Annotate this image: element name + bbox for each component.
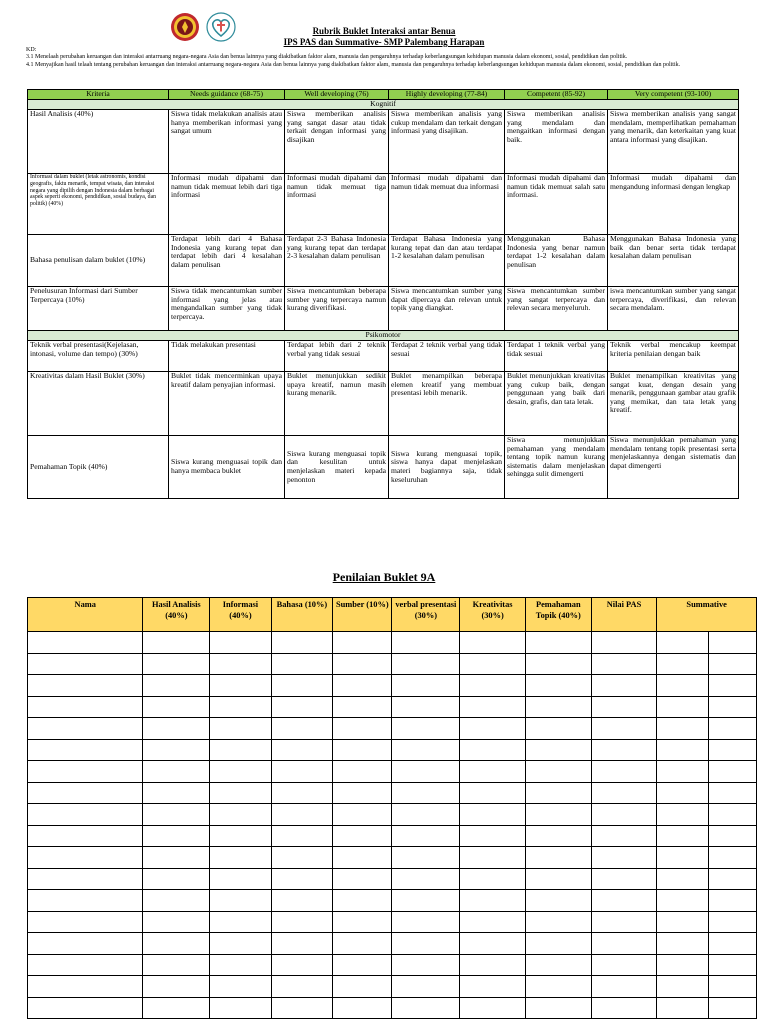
- scoring-cell[interactable]: [709, 804, 757, 826]
- scoring-cell[interactable]: [657, 847, 709, 869]
- rubric-criteria: Pemahaman Topik (40%): [28, 436, 169, 499]
- rubric-cell: Siswa memberikan analisis yang mendalam dan mengaitkan informasi dengan baik.: [505, 110, 608, 174]
- scoring-cell[interactable]: [210, 825, 271, 847]
- scoring-cell[interactable]: [333, 739, 392, 761]
- scoring-cell[interactable]: [271, 804, 332, 826]
- scoring-cell[interactable]: [709, 890, 757, 912]
- scoring-cell[interactable]: [271, 761, 332, 783]
- rubric-cell: Informasi mudah dipahami dan namun tidak memuat dua informasi: [389, 174, 505, 235]
- scoring-cell[interactable]: [591, 911, 657, 933]
- scoring-cell[interactable]: [143, 761, 210, 783]
- scoring-cell[interactable]: [271, 718, 332, 740]
- scoring-cell[interactable]: [333, 653, 392, 675]
- scoring-cell[interactable]: [525, 782, 591, 804]
- scoring-cell[interactable]: [525, 976, 591, 998]
- scoring-header-summative: Summative: [657, 598, 757, 632]
- scoring-cell[interactable]: [460, 632, 526, 654]
- scoring-cell[interactable]: [525, 653, 591, 675]
- scoring-cell[interactable]: [28, 911, 143, 933]
- scoring-cell[interactable]: [460, 976, 526, 998]
- scoring-cell[interactable]: [143, 825, 210, 847]
- scoring-cell[interactable]: [271, 653, 332, 675]
- scoring-cell[interactable]: [271, 976, 332, 998]
- scoring-row: [28, 868, 757, 890]
- scoring-cell[interactable]: [210, 933, 271, 955]
- scoring-header-row: [28, 598, 757, 632]
- scoring-cell[interactable]: [28, 696, 143, 718]
- scoring-cell[interactable]: [28, 761, 143, 783]
- scoring-cell[interactable]: [210, 653, 271, 675]
- scoring-cell[interactable]: [28, 997, 143, 1019]
- scoring-cell[interactable]: [143, 739, 210, 761]
- scoring-cell[interactable]: [460, 804, 526, 826]
- scoring-cell[interactable]: [709, 782, 757, 804]
- scoring-cell[interactable]: [210, 976, 271, 998]
- scoring-cell[interactable]: [392, 997, 460, 1019]
- rubric-header-row: [28, 90, 739, 100]
- scoring-cell[interactable]: [392, 718, 460, 740]
- scoring-cell[interactable]: [143, 997, 210, 1019]
- scoring-cell[interactable]: [709, 997, 757, 1019]
- scoring-row: [28, 632, 757, 654]
- scoring-cell[interactable]: [525, 847, 591, 869]
- scoring-cell[interactable]: [460, 954, 526, 976]
- scoring-cell[interactable]: [460, 653, 526, 675]
- scoring-row: [28, 804, 757, 826]
- rubric-cell: Buklet menampilkan beberapa elemen kreatif yang membuat presentasi lebih menarik.: [389, 372, 505, 436]
- scoring-cell[interactable]: [525, 804, 591, 826]
- scoring-cell[interactable]: [657, 911, 709, 933]
- scoring-cell[interactable]: [271, 933, 332, 955]
- rubric-cell: Terdapat 1 teknik verbal yang tidak sesuai: [505, 341, 608, 372]
- scoring-cell[interactable]: [657, 653, 709, 675]
- scoring-cell[interactable]: [525, 868, 591, 890]
- scoring-cell[interactable]: [460, 761, 526, 783]
- rubric-cell: Buklet menampilkan kreativitas yang sangat kuat, dengan desain yang menarik, penggunaan gambar atau grafik yang memikat, dan tata letak yang kreatif.: [608, 372, 739, 436]
- scoring-cell[interactable]: [333, 976, 392, 998]
- scoring-cell[interactable]: [657, 675, 709, 697]
- scoring-cell[interactable]: [525, 632, 591, 654]
- rubric-cell: Siswa kurang menguasai topik dan hanya membaca buklet: [169, 436, 285, 499]
- scoring-cell[interactable]: [333, 696, 392, 718]
- scoring-cell[interactable]: [657, 632, 709, 654]
- scoring-cell[interactable]: [591, 804, 657, 826]
- scoring-row: [28, 933, 757, 955]
- rubric-row-hasil-analisis: [28, 110, 739, 174]
- scoring-cell[interactable]: [28, 718, 143, 740]
- scoring-row: [28, 675, 757, 697]
- scoring-cell[interactable]: [28, 632, 143, 654]
- rubric-cell: Tidak melakukan presentasi: [169, 341, 285, 372]
- scoring-cell[interactable]: [657, 933, 709, 955]
- scoring-cell[interactable]: [333, 954, 392, 976]
- scoring-cell[interactable]: [460, 868, 526, 890]
- scoring-cell[interactable]: [392, 632, 460, 654]
- scoring-cell[interactable]: [460, 933, 526, 955]
- scoring-cell[interactable]: [392, 933, 460, 955]
- scoring-cell[interactable]: [143, 782, 210, 804]
- scoring-cell[interactable]: [392, 868, 460, 890]
- section-kognitif-label: Kognitif: [28, 100, 739, 110]
- scoring-cell[interactable]: [657, 696, 709, 718]
- scoring-cell[interactable]: [143, 911, 210, 933]
- scoring-cell[interactable]: [591, 653, 657, 675]
- scoring-cell[interactable]: [271, 911, 332, 933]
- scoring-cell[interactable]: [333, 825, 392, 847]
- scoring-cell[interactable]: [525, 911, 591, 933]
- scoring-cell[interactable]: [460, 911, 526, 933]
- scoring-cell[interactable]: [333, 997, 392, 1019]
- scoring-cell[interactable]: [591, 782, 657, 804]
- scoring-body: [28, 632, 757, 1019]
- rubric-criteria: Penelusuran Informasi dari Sumber Terpercaya (10%): [28, 287, 169, 331]
- scoring-header-pemahaman: Pemahaman Topik (40%): [525, 598, 591, 632]
- scoring-cell[interactable]: [525, 718, 591, 740]
- scoring-cell[interactable]: [591, 675, 657, 697]
- scoring-cell[interactable]: [210, 632, 271, 654]
- scoring-cell[interactable]: [460, 847, 526, 869]
- scoring-header-sumber: Sumber (10%): [333, 598, 392, 632]
- rubric-cell: Informasi mudah dipahami dan mengandung informasi dengan lengkap: [608, 174, 739, 235]
- scoring-cell[interactable]: [28, 954, 143, 976]
- section-row-kognitif: [28, 100, 739, 110]
- scoring-header-kreativitas: Kreativitas (30%): [460, 598, 526, 632]
- rubric-header-needs-guidance: Needs guidance (68-75): [169, 90, 285, 100]
- scoring-cell[interactable]: [709, 868, 757, 890]
- scoring-cell[interactable]: [709, 696, 757, 718]
- scoring-cell[interactable]: [210, 890, 271, 912]
- rubric-row-bahasa: [28, 235, 739, 287]
- rubric-header-well-developing: Well developing (76): [285, 90, 389, 100]
- kd-item-4-1: 4.1 Menyajikan hasil telaah tentang perubahan keruangan dan interaksi antarruang negara-negara Asia dan benua lainnya yang diakibatkan faktor alam, manusia dan pengaruhnya terhadap keberlangsungan kehidupan manusia dalam ekonomi, sosial, pendidikan dan politik.: [26, 61, 681, 68]
- rubric-criteria: Hasil Analisis (40%): [28, 110, 169, 174]
- scoring-cell[interactable]: [657, 868, 709, 890]
- scoring-row: [28, 739, 757, 761]
- scoring-cell[interactable]: [591, 933, 657, 955]
- scoring-row: [28, 696, 757, 718]
- scoring-cell[interactable]: [28, 804, 143, 826]
- scoring-cell[interactable]: [525, 954, 591, 976]
- scoring-cell[interactable]: [28, 675, 143, 697]
- scoring-cell[interactable]: [210, 847, 271, 869]
- scoring-row: [28, 782, 757, 804]
- scoring-cell[interactable]: [392, 782, 460, 804]
- scoring-cell[interactable]: [460, 696, 526, 718]
- scoring-cell[interactable]: [709, 653, 757, 675]
- section-row-psikomotor: [28, 331, 739, 341]
- scoring-cell[interactable]: [210, 954, 271, 976]
- scoring-cell[interactable]: [709, 825, 757, 847]
- title-line-1: Rubrik Buklet Interaksi antar Benua: [312, 26, 456, 36]
- scoring-cell[interactable]: [657, 954, 709, 976]
- rubric-cell: Siswa tidak mencantumkan sumber informasi yang jelas atau mengandalkan sumber yang tidak terpercaya.: [169, 287, 285, 331]
- scoring-cell[interactable]: [591, 825, 657, 847]
- scoring-cell[interactable]: [143, 890, 210, 912]
- scoring-cell[interactable]: [210, 782, 271, 804]
- scoring-cell[interactable]: [143, 954, 210, 976]
- scoring-cell[interactable]: [657, 976, 709, 998]
- scoring-cell[interactable]: [460, 739, 526, 761]
- rubric-cell: Siswa menunjukkan pemahaman yang mendalam tentang topik namun kurang sistematis dalam menjelaskan sehingga sulit dimengerti: [505, 436, 608, 499]
- rubric-cell: Terdapat 2 teknik verbal yang tidak sesuai: [389, 341, 505, 372]
- rubric-criteria: Informasi dalam buklet (letak astronomis, kondisi geografis, faktu menarik, tempat wisata, dan interaksi negara yang dipilih dengan Indonesia dalam berbagai aspek seperti ekonomi, pendidikan, sosial budaya, dan politik) (40%): [28, 174, 169, 235]
- kd-item-3-1: 3.1 Menelaah perubahan keruangan dan interaksi antarruang negara-negara Asia dan benua lainnya yang diakibatkan faktor alam, manusia dan pengaruhnya terhadap keberlangsungan kehidupan manusia dalam ekonomi, sosial, pendidikan dan politik.: [26, 54, 628, 61]
- scoring-cell[interactable]: [333, 632, 392, 654]
- rubric-header-highly-developing: Highly developing (77-84): [389, 90, 505, 100]
- scoring-cell[interactable]: [657, 739, 709, 761]
- scoring-table: [27, 597, 757, 1019]
- scoring-cell[interactable]: [210, 804, 271, 826]
- scoring-header-informasi: Informasi (40%): [210, 598, 271, 632]
- scoring-cell[interactable]: [143, 696, 210, 718]
- scoring-cell[interactable]: [210, 739, 271, 761]
- rubric-criteria: Teknik verbal presentasi(Kejelasan, intonasi, volume dan tempo) (30%): [28, 341, 169, 372]
- scoring-cell[interactable]: [709, 976, 757, 998]
- scoring-cell[interactable]: [210, 997, 271, 1019]
- scoring-header-nama: Nama: [28, 598, 143, 632]
- rubric-table: [27, 89, 739, 499]
- scoring-cell[interactable]: [525, 761, 591, 783]
- scoring-header-nilai-pas: Nilai PAS: [591, 598, 657, 632]
- scoring-row: [28, 976, 757, 998]
- scoring-row: [28, 954, 757, 976]
- scoring-cell[interactable]: [271, 954, 332, 976]
- scoring-cell[interactable]: [525, 825, 591, 847]
- scoring-title: Penilaian Buklet 9A: [332, 570, 436, 584]
- scoring-cell[interactable]: [591, 997, 657, 1019]
- rubric-cell: Teknik verbal mencakup keempat kriteria penilaian dengan baik: [608, 341, 739, 372]
- scoring-row: [28, 825, 757, 847]
- scoring-cell[interactable]: [392, 804, 460, 826]
- scoring-cell[interactable]: [333, 761, 392, 783]
- rubric-cell: Terdapat lebih dari 2 teknik verbal yang tidak sesuai: [285, 341, 389, 372]
- rubric-cell: Siswa mencantumkan sumber yang dapat dipercaya dan relevan untuk topik yang diangkat.: [389, 287, 505, 331]
- rubric-cell: Buklet tidak mencerminkan upaya kreatif dalam penyajian informasi.: [169, 372, 285, 436]
- scoring-cell[interactable]: [525, 997, 591, 1019]
- scoring-cell[interactable]: [28, 653, 143, 675]
- scoring-row: [28, 911, 757, 933]
- rubric-cell: Siswa kurang menguasai topik, siswa hanya dapat menjelaskan materi bagiannya saja, tidak keseluruhan: [389, 436, 505, 499]
- scoring-cell[interactable]: [271, 825, 332, 847]
- scoring-cell[interactable]: [143, 675, 210, 697]
- scoring-cell[interactable]: [271, 632, 332, 654]
- scoring-header-bahasa: Bahasa (10%): [271, 598, 332, 632]
- rubric-cell: Menggunakan Bahasa Indonesia yang baik dan benar serta tidak terdapat kesalahan dalam penulisan: [608, 235, 739, 287]
- scoring-cell[interactable]: [28, 782, 143, 804]
- rubric-row-sumber: [28, 287, 739, 331]
- scoring-row: [28, 653, 757, 675]
- scoring-header-hasil-analisis: Hasil Analisis (40%): [143, 598, 210, 632]
- scoring-cell[interactable]: [709, 761, 757, 783]
- rubric-cell: Siswa memberikan analisis yang cukup mendalam dan terkait dengan informasi yang disajikan.: [389, 110, 505, 174]
- scoring-cell[interactable]: [271, 782, 332, 804]
- scoring-cell[interactable]: [657, 761, 709, 783]
- scoring-cell[interactable]: [333, 782, 392, 804]
- rubric-cell: Terdapat 2-3 Bahasa Indonesia yang kurang tepat dan terdapat 2-3 kesalahan dalam penulisan: [285, 235, 389, 287]
- rubric-cell: Siswa mencantumkan sumber yang sangat terpercaya dan relevan secara menyeluruh.: [505, 287, 608, 331]
- scoring-cell[interactable]: [392, 911, 460, 933]
- scoring-cell[interactable]: [392, 696, 460, 718]
- scoring-cell[interactable]: [333, 718, 392, 740]
- scoring-cell[interactable]: [591, 761, 657, 783]
- scoring-cell[interactable]: [392, 739, 460, 761]
- rubric-cell: Informasi mudah dipahami dan namun tidak memuat tiga informasi: [285, 174, 389, 235]
- scoring-cell[interactable]: [525, 739, 591, 761]
- scoring-cell[interactable]: [333, 868, 392, 890]
- scoring-cell[interactable]: [709, 933, 757, 955]
- rubric-row-kreativitas: [28, 372, 739, 436]
- rubric-cell: Siswa memberikan analisis yang sangat dasar atau tidak terkait dengan informasi yang disajikan: [285, 110, 389, 174]
- scoring-cell[interactable]: [28, 868, 143, 890]
- scoring-cell[interactable]: [271, 696, 332, 718]
- scoring-cell[interactable]: [709, 847, 757, 869]
- scoring-cell[interactable]: [392, 954, 460, 976]
- scoring-cell[interactable]: [591, 954, 657, 976]
- scoring-cell[interactable]: [271, 675, 332, 697]
- title-line-2: IPS PAS dan Summative- SMP Palembang Harapan: [283, 37, 485, 47]
- rubric-cell: Siswa kurang menguasai topik dan kesulitan untuk menjelaskan materi kepada penonton: [285, 436, 389, 499]
- scoring-cell[interactable]: [591, 632, 657, 654]
- scoring-cell[interactable]: [460, 825, 526, 847]
- scoring-cell[interactable]: [143, 804, 210, 826]
- scoring-cell[interactable]: [143, 868, 210, 890]
- scoring-cell[interactable]: [392, 847, 460, 869]
- scoring-cell[interactable]: [210, 868, 271, 890]
- kd-section: [26, 47, 744, 69]
- scoring-cell[interactable]: [271, 868, 332, 890]
- scoring-cell[interactable]: [143, 718, 210, 740]
- scoring-cell[interactable]: [143, 653, 210, 675]
- scoring-cell[interactable]: [709, 954, 757, 976]
- scoring-cell[interactable]: [210, 718, 271, 740]
- scoring-cell[interactable]: [143, 847, 210, 869]
- scoring-cell[interactable]: [333, 675, 392, 697]
- scoring-cell[interactable]: [525, 933, 591, 955]
- scoring-row: [28, 718, 757, 740]
- scoring-row: [28, 761, 757, 783]
- scoring-cell[interactable]: [143, 632, 210, 654]
- scoring-cell[interactable]: [657, 997, 709, 1019]
- rubric-cell: Siswa tidak melakukan analisis atau hanya memberikan informasi yang sangat umum: [169, 110, 285, 174]
- scoring-cell[interactable]: [460, 718, 526, 740]
- rubric-criteria: Kreativitas dalam Hasil Buklet (30%): [28, 372, 169, 436]
- rubric-row-teknik-verbal: [28, 341, 739, 372]
- scoring-cell[interactable]: [591, 739, 657, 761]
- document-title: [0, 26, 768, 48]
- scoring-cell[interactable]: [333, 847, 392, 869]
- rubric-cell: Siswa memberikan analisis yang sangat mendalam, memperlihatkan pemahaman yang menarik, dan keterkaitan yang kuat antara informasi yang disajikan.: [608, 110, 739, 174]
- scoring-cell[interactable]: [271, 847, 332, 869]
- scoring-cell[interactable]: [392, 825, 460, 847]
- rubric-header-criteria: Kriteria: [28, 90, 169, 100]
- scoring-cell[interactable]: [271, 997, 332, 1019]
- scoring-cell[interactable]: [210, 675, 271, 697]
- scoring-cell[interactable]: [657, 782, 709, 804]
- rubric-cell: Menggunakan Bahasa Indonesia yang benar namun terdapat 1-2 kesalahan dalam penulisan: [505, 235, 608, 287]
- scoring-cell[interactable]: [709, 675, 757, 697]
- scoring-row: [28, 890, 757, 912]
- scoring-cell[interactable]: [210, 696, 271, 718]
- scoring-cell[interactable]: [143, 976, 210, 998]
- rubric-cell: Buklet menunjukkan sedikit upaya kreatif, namun masih kurang menarik.: [285, 372, 389, 436]
- scoring-cell[interactable]: [392, 976, 460, 998]
- scoring-cell[interactable]: [333, 890, 392, 912]
- scoring-cell[interactable]: [591, 847, 657, 869]
- rubric-cell: Buklet menunjukkan kreativitas yang cukup baik, dengan penggunaan yang baik dari desain, grafis, dan tata letak.: [505, 372, 608, 436]
- scoring-cell[interactable]: [28, 933, 143, 955]
- scoring-cell[interactable]: [271, 890, 332, 912]
- scoring-cell[interactable]: [28, 847, 143, 869]
- scoring-cell[interactable]: [28, 739, 143, 761]
- scoring-cell[interactable]: [333, 911, 392, 933]
- rubric-header-competent: Competent (85-92): [505, 90, 608, 100]
- scoring-row: [28, 997, 757, 1019]
- scoring-cell[interactable]: [392, 890, 460, 912]
- rubric-cell: Siswa menunjukkan pemahaman yang mendalam tentang topik presentasi serta menjelaskannya dengan sistematis dan dapat dimengerti: [608, 436, 739, 499]
- scoring-cell[interactable]: [460, 890, 526, 912]
- scoring-cell[interactable]: [525, 675, 591, 697]
- scoring-cell[interactable]: [591, 696, 657, 718]
- scoring-cell[interactable]: [333, 933, 392, 955]
- scoring-cell[interactable]: [143, 933, 210, 955]
- rubric-criteria: Bahasa penulisan dalam buklet (10%): [28, 235, 169, 287]
- scoring-cell[interactable]: [460, 997, 526, 1019]
- scoring-cell[interactable]: [460, 782, 526, 804]
- scoring-cell[interactable]: [392, 675, 460, 697]
- scoring-cell[interactable]: [210, 761, 271, 783]
- scoring-cell[interactable]: [28, 825, 143, 847]
- scoring-cell[interactable]: [709, 911, 757, 933]
- section-psikomotor-label: Psikomotor: [28, 331, 739, 341]
- scoring-cell[interactable]: [591, 718, 657, 740]
- scoring-cell[interactable]: [657, 718, 709, 740]
- scoring-cell[interactable]: [525, 890, 591, 912]
- kd-label: KD:: [26, 47, 37, 53]
- scoring-cell[interactable]: [709, 632, 757, 654]
- rubric-cell: Terdapat lebih dari 4 Bahasa Indonesia yang kurang tepat dan terdapat lebih dari 4 kesalahan dalam penulisan: [169, 235, 285, 287]
- rubric-row-pemahaman: [28, 436, 739, 499]
- rubric-cell: Informasi mudah dipahami dan namun tidak memuat salah satu informasi.: [505, 174, 608, 235]
- scoring-cell[interactable]: [591, 976, 657, 998]
- scoring-cell[interactable]: [709, 718, 757, 740]
- scoring-header-verbal: verbal presentasi (30%): [392, 598, 460, 632]
- scoring-cell[interactable]: [333, 804, 392, 826]
- scoring-cell[interactable]: [28, 890, 143, 912]
- scoring-cell[interactable]: [210, 911, 271, 933]
- scoring-cell[interactable]: [28, 976, 143, 998]
- scoring-cell[interactable]: [657, 825, 709, 847]
- scoring-cell[interactable]: [392, 653, 460, 675]
- scoring-cell[interactable]: [271, 739, 332, 761]
- rubric-cell: Informasi mudah dipahami dan namun tidak memuat lebih dari tiga informasi: [169, 174, 285, 235]
- rubric-cell: iswa mencantumkan sumber yang sangat terpercaya, diverifikasi, dan relevan secara mendalam.: [608, 287, 739, 331]
- scoring-cell[interactable]: [525, 696, 591, 718]
- scoring-cell[interactable]: [591, 868, 657, 890]
- scoring-cell[interactable]: [657, 890, 709, 912]
- scoring-cell[interactable]: [657, 804, 709, 826]
- scoring-cell[interactable]: [591, 890, 657, 912]
- rubric-cell: Terdapat Bahasa Indonesia yang kurang tepat dan dan atau terdapat 1-2 kesalahan dalam penulisan: [389, 235, 505, 287]
- scoring-cell[interactable]: [709, 739, 757, 761]
- rubric-header-very-competent: Very competent (93-100): [608, 90, 739, 100]
- scoring-cell[interactable]: [460, 675, 526, 697]
- scoring-cell[interactable]: [392, 761, 460, 783]
- rubric-row-informasi: [28, 174, 739, 235]
- scoring-row: [28, 847, 757, 869]
- rubric-cell: Siswa mencantumkan beberapa sumber yang terpercaya namun kurang diverifikasi.: [285, 287, 389, 331]
